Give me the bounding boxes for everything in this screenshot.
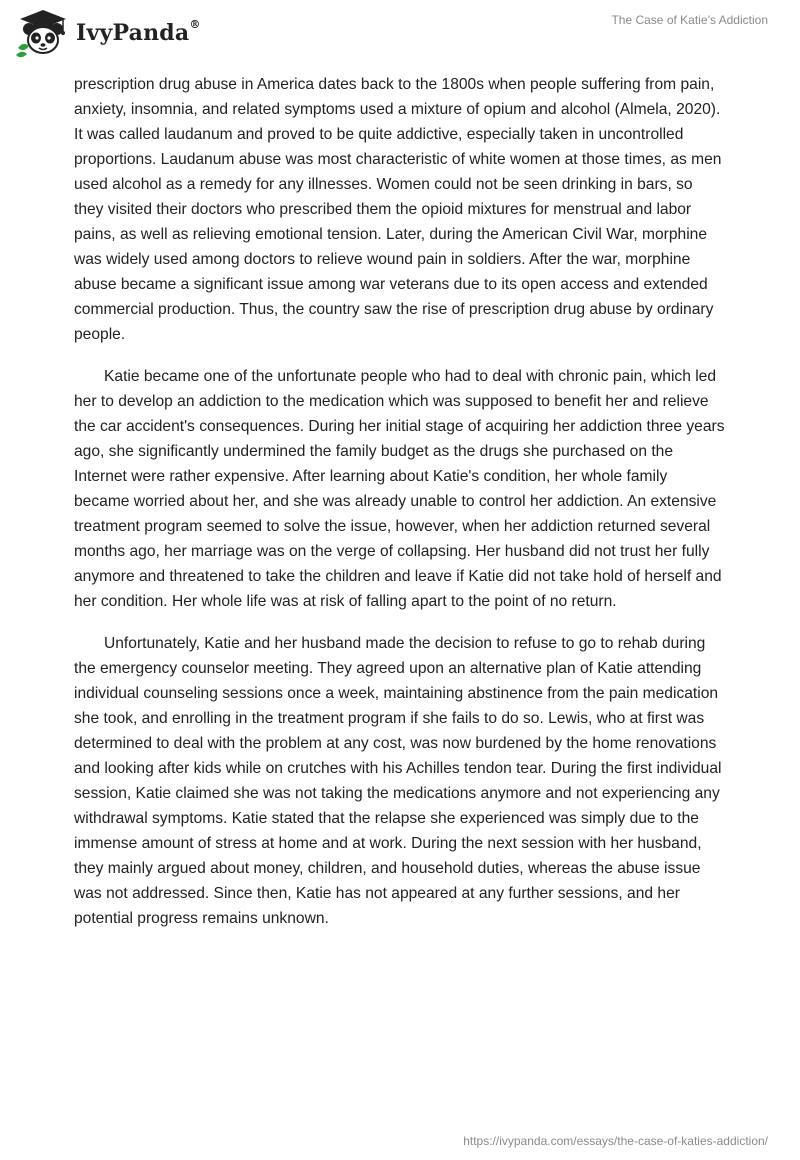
page-header: [0, 0, 800, 62]
panda-graduate-icon: [14, 8, 72, 58]
document-title: The Case of Katie’s Addiction: [611, 13, 768, 27]
ivypanda-logo[interactable]: [14, 8, 201, 58]
essay-body: [74, 72, 726, 948]
logo-text: IvyPanda: [76, 20, 190, 46]
registered-mark: ®: [189, 18, 201, 31]
logo-wordmark: [76, 20, 201, 46]
paragraph: Unfortunately, Katie and her husband made the decision to refuse to go to rehab during the emergency counselor meeting. They agreed upon an alternative plan of Katie attending individual counseling sessions once a week, maintaining abstinence from the pain medication she took, and enrolling in the treatment program if she fails to do so. Lewis, who at first was determined to deal with the problem at any cost, was now burdened by the home renovations and looking after kids while on crutches with his Achilles tendon tear. During the first individual session, Katie claimed she was not taking the medications anymore and not experiencing any withdrawal symptoms. Katie stated that the relapse she experienced was simply due to the immense amount of stress at home and at work. During the next session with her husband, they mainly argued about money, children, and household duties, whereas the abuse issue was not addressed. Since then, Katie has not appeared at any further sessions, and her potential progress remains unknown.: [74, 635, 722, 927]
paragraph: prescription drug abuse in America dates back to the 1800s when people suffering from pain, anxiety, insomnia, and related symptoms used a mixture of opium and alcohol (Almela, 2020). It was called laudanum and proved to be quite addictive, especially taken in uncontrolled proportions. Laudanum abuse was most characteristic of white women at those times, as men used alcohol as a remedy for any illnesses. Women could not be seen drinking in bars, so they visited their doctors who prescribed them the opioid mixtures for menstrual and labor pains, as well as relieving emotional tension. Later, during the American Civil War, morphine was widely used among doctors to relieve wound pain in soldiers. After the war, morphine abuse became a significant issue among war veterans due to its open access and extended commercial production. Thus, the country saw the rise of prescription drug abuse by ordinary people.: [74, 76, 722, 343]
paragraph: Katie became one of the unfortunate people who had to deal with chronic pain, which led her to develop an addiction to the medication which was supposed to benefit her and relieve the car accident's consequences. During her initial stage of acquiring her addiction three years ago, she significantly undermined the family budget as the drugs she purchased on the Internet were rather expensive. After learning about Katie's condition, her whole family became worried about her, and she was already unable to control her addiction. An extensive treatment program seemed to solve the issue, however, when her addiction returned several months ago, her marriage was on the verge of collapsing. Her husband did not trust her fully anymore and threatened to take the children and leave if Katie did not take hold of herself and her condition. Her whole life was at risk of falling apart to the point of no return.: [74, 368, 725, 610]
source-url-link[interactable]: https://ivypanda.com/essays/the-case-of-katies-addiction/: [463, 1134, 768, 1148]
